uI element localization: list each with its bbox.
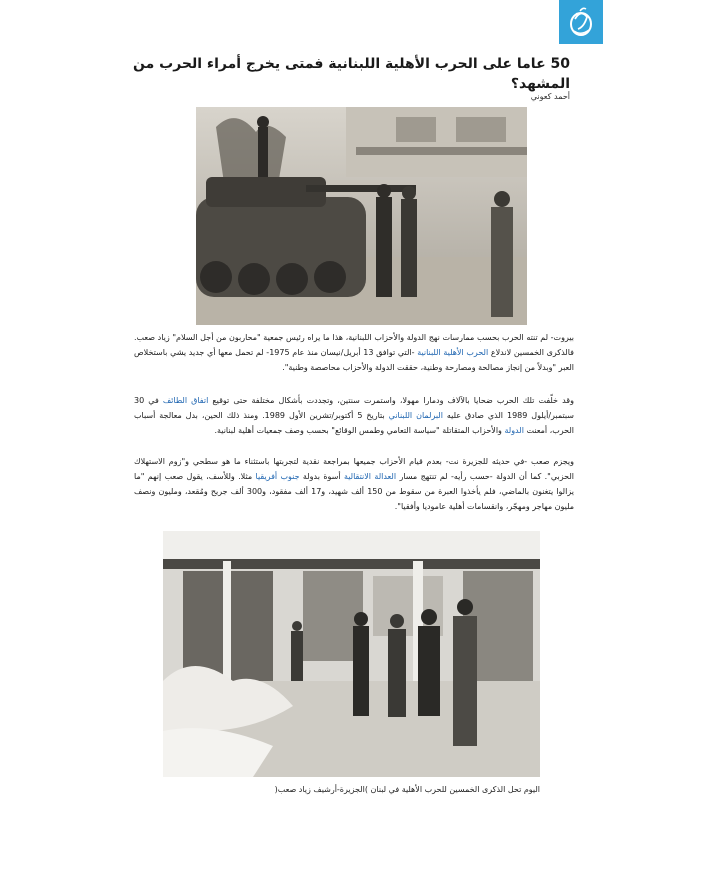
- logo-calligraphy-icon: [566, 5, 596, 39]
- paragraph-text: في 30 سبتمبر/أيلول 1989 الذي صادق عليه: [134, 396, 575, 420]
- men-walking-ruins-photo: [163, 531, 540, 777]
- link-south-africa[interactable]: جنوب أفريقيا: [255, 472, 300, 481]
- war-tank-photo: [196, 107, 527, 325]
- paragraph-text: والأحزاب المتقاتلة "سياسة التعامي وطمس الوقائع" بحسب وصف جمعيات أهلية لبنانية.: [214, 426, 505, 435]
- paragraph-text: بتاريخ 5 أكتوبر/تشرين الأول 1989. ومنذ ذلك الحين، بدل معالجة أسباب الحرب، أمعنت: [134, 411, 574, 435]
- al-jazeera-logo[interactable]: [559, 0, 603, 44]
- link-taif-agreement[interactable]: اتفاق الطائف: [162, 396, 209, 405]
- article-author: أحمد كعوني: [530, 92, 570, 101]
- paragraph-text: وقد خلّفت تلك الحرب ضحايا بالآلاف ودمارا مهولا، واستمرت سنتين، وتجددت بأشكال مختلفة حتى توقيع: [208, 396, 574, 405]
- paragraph-text: بيروت- لم تنته الحرب بحسب ممارسات نهج الدولة والأحزاب اللبنانية، هذا ما يراه رئيس جمعية "محاربون من أجل السلام" زياد صعب. فالذكرى الخمسين لاندلاع: [134, 333, 574, 357]
- photo-caption: اليوم تحل الذكرى الخمسين للحرب الأهلية في لبنان )الجزيرة-أرشيف زياد صعب(: [274, 785, 540, 794]
- paragraph-text: ويجزم صعب -في حديثه للجزيرة نت- بعدم قيام الأحزاب جميعها بمراجعة نقدية لتجربتها باستثناء ما هو سطحي و"زوم الاستهلاك الحزبي". كما أن الدولة -حسب رأيه- لم تنتهج مسار: [134, 457, 574, 481]
- link-transitional-justice[interactable]: العدالة الانتقالية: [343, 472, 397, 481]
- article-paragraph: [134, 393, 574, 438]
- link-state[interactable]: الدولة: [504, 426, 524, 435]
- paragraph-text: مثلا. وللأسف، يقول صعب إنهم "ما يزالوا يتغنون بالماضي، فلم يأخذوا العبرة من سقوط من 150 ألف شهيد، و17 ألف مفقود، و300 ألف جريح ومُقعد، ومليون ونصف مليون مهاجر ومهجّر، وانقسامات أهلية عاموديا وأفقيا".: [134, 472, 574, 511]
- link-lebanese-parliament[interactable]: البرلمان اللبناني: [388, 411, 443, 420]
- article-paragraph: [134, 454, 574, 514]
- paragraph-text: أسوة بدولة: [299, 472, 344, 481]
- article-title: 50 عاما على الحرب الأهلية اللبنانية فمتى يخرج أمراء الحرب من المشهد؟: [132, 56, 570, 92]
- link-lebanese-civil-war[interactable]: الحرب الأهلية اللبنانية: [417, 348, 489, 357]
- paragraph-text: -التي توافق 13 أبريل/نيسان منذ عام 1975- لم تحمل معها أي جديد يشي باستخلاص العبر "وبدلاً من إنجاز مصالحة ومصارحة وطنية، حققت الدولة والأحزاب محاصصة وطنية".: [134, 348, 574, 372]
- article-paragraph: [134, 330, 574, 375]
